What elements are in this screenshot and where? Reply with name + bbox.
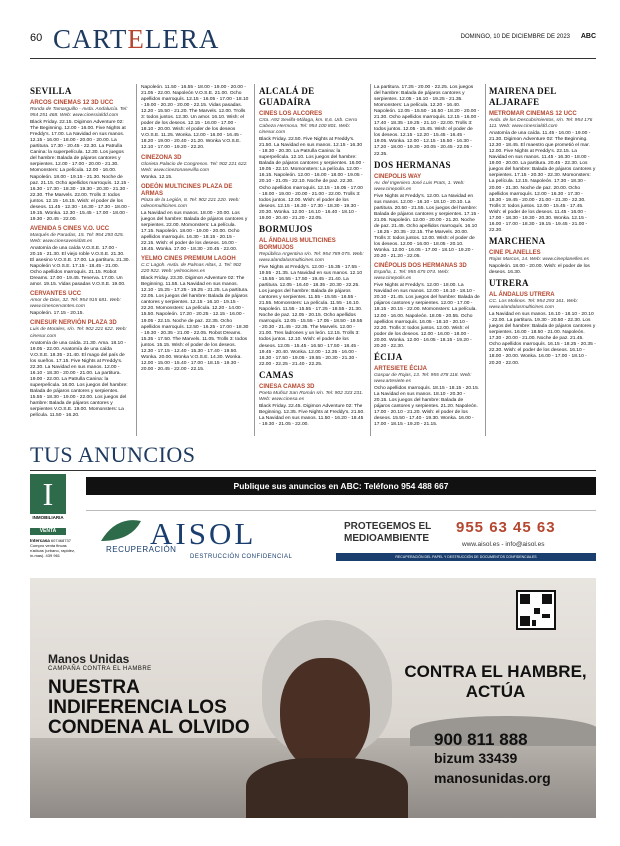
cinema-listing: Black Friday. 22.45. Digimon Adventure 02: The Beginning. 12.35. Five Nights at Freddy's. 21.50. La Navidad en sus manos. 11.50 - 16.20 - 18.45 - 19.30 - 21.05 - 22.00. [259, 403, 365, 427]
cinema-listing: La Navidad en sus manos. 16.10 - 18.10 - 20.10 - 22.00. La partitura. 19.30 - 20.50 - 22.30. Los juegos del hambre: Balada de pájaros cantores y serpientes. 16.00 - 18.50 - 21.00. Napoleón. 17.30 - 20.00 - 21.00. Noche de paz. 21.45. Ocho apellidos marroquís. 16.15 - 18.25 - 20.35 - 22.30. Wish: el poder de los deseos. 16.10 - 18.00 - 20.00. Wonka. 16.00 - 17.00 - 18.10 - 20.20 - 22.00. [489, 312, 596, 366]
cinema-address: Avda. de los Descubrimientos, s/n. Tel: 954 176 111. Web: www.cinesrialdd.com [489, 118, 593, 130]
column-divider [485, 84, 486, 436]
qr-code [516, 590, 556, 630]
cinema-name: YELMO CINES PREMIUM LAGOH [141, 256, 236, 263]
cinema-listing: Anatomía de una caída. 11.45 - 16.00 - 19.00 - 21.30. Digimon Adventure 02: The Beginning. 12.30 - 18.45. El maestro que prometió el mar. 12.00. Five Nights at Freddy's. 22.15. La Navidad en sus manos. 11.45 - 16.30 - 18.00 - 19.00 - 20.00. La partitura. 20.45 - 22.30. Los juegos del hambre: Balada de pájaros cantores y serpientes. 17.15 - 20.30 - 22.30. Momonsters: La película. 12.15. Napoleón. 17.30 - 18.30 - 20.00 - 21.30. Noche de paz. 20.00. Ocho apellidos marroquís. 12.00 - 16.30 - 17.30 - 18.30 - 19.45 - 20.00 - 21.00 - 21.30 - 22.30. Trolls 3: todos juntos. 12.00 - 15.45 - 17.45. Wish: el poder de los deseos. 11.45 - 16.00 - 17.00 - 18.30 - 19.30 - 20.30. Wonka. 12.15 - 16.00 - 17.00 - 18.30 - 19.15 - 19.45 - 21.00 - 22.30. [489, 131, 596, 233]
manos-unidas-web: manosunidas.org [434, 770, 551, 786]
cinema-name: CERVANTES UCC [30, 291, 82, 298]
cinema-listing: Napoleón. 17.15 - 20.15. [30, 311, 84, 317]
classifieds-rule [30, 470, 596, 471]
manos-unidas-logo: Manos Unidas [48, 652, 130, 666]
cinema-listing: Five Nights at Freddy's. 12.00. La Navidad en sus manos. 12.00 - 16.10 - 18.10 - 20.10. La partitura. 20.50 - 21.55. Los juegos del hambre: Balada de pájaros cantores y serpientes. 17.15 - 21.05. Napoleón. 12.00 - 20.00 - 21.20. Noche de paz. 21.45. Ocho apellidos marroquís. 16.10 - 18.25 - 20.35 - 22.15. The Marvels. 20.00. Trolls 3: todos juntos. 12.00. Wish: el poder de los deseos. 12.00 - 16.00 - 18.05 - 20.10. Wonka. 12.00 - 16.05 - 17.00 - 18.10 - 19.20 - 20.20 - 21.20 - 22.05. [374, 193, 480, 260]
cinema-listing: Wonka. 12.15. [141, 174, 173, 180]
cinema-name: ARTESIETE ÉCIJA [374, 365, 428, 372]
cinema-name: CINEPOLIS WAY [374, 173, 422, 180]
cinema-address: Ronda de Tamarguillo - Avda. Andalucía. Tel: 954 251 468. Web: www.cinesrialdd.com [30, 107, 128, 119]
cinema-address: CC. Los Molinos. Tel: 954 293 161. Web: www.alandalusmulticines.com [489, 299, 578, 311]
listings-column-1 [30, 84, 130, 436]
cinema-address: Gaspar de Rojas, 13. Tel: 955 478 118. Web: www.artesiete.es [374, 372, 472, 384]
manos-unidas-advert [30, 578, 596, 818]
cinema-name: AVENIDA 5 CINES V.O. UCC [30, 225, 110, 232]
cinema-address: Glorieta Palacio de Congresos. Tel: 902 221 622. Web: www.cinezonasevilla.com [141, 161, 248, 173]
listings-column-3 [259, 84, 365, 436]
cinema-address: Luis de Morales, s/n. Tel: 902 221 622. Web: cinesur.com [30, 327, 127, 339]
cinema-address: Rojas Marcos, 14. Web: www.cineplanelles.es [489, 256, 589, 262]
cinema-name: CINESA CAMAS 3D [259, 383, 315, 390]
column-divider [136, 84, 137, 436]
aisol-subtitle-1: RECUPERACIÓN [106, 545, 177, 554]
city-heading: CAMAS [259, 369, 294, 380]
city-heading: ALCALÁ DE GUADAÍRA [259, 86, 315, 107]
cinema-address: Plaza de la Legión, 8. Tel: 902 221 220. Web: odeonmulticines.com [141, 197, 240, 209]
section-title-part-b: LERA [144, 24, 220, 54]
cinema-listing: Black Friday. 22.15. Digimon Adventure 02: The Beginning. 12.00 - 16.00. Five Nights at Freddy's. 17.00. La Navidad en sus manos. 12.15 - 16.00 - 18.00 - 20.00 - 20.00. La partitura. 17.30 - 20.45 - 22.30. La Patrulla Canina: la superpelícula. 12.30. Los juegos del hambre: Balada de pájaros cantores y serpientes. 12.00 - 17.00 - 20.00 - 21.30. Momonsters: La película. 12.00 - 16.00. Napoleón. 18.00 - 19.15 - 21.30. Noche de paz. 21.15. Ocho apellidos marroquís. 12.15 - 16.30 - 17.30 - 18.30 - 19.30 - 20.30 - 21.30 - 22.30. The Marvels. 22.00. Trolls 3: todos juntos. 12.15 - 16.15. Wish: el poder de los deseos. 11.45 - 12.30 - 16.30 - 17.30 - 18.00 - 19.15. Wonka. 12.30 - 15.45 - 17.00 - 18.00 - 19.30 - 20.45 - 22.00. [30, 120, 130, 222]
classifieds-title: TUS ANUNCIOS [30, 442, 196, 467]
cinema-address: España, 1. Tel: 955 675 074. Web: www.cinepolis.es [374, 270, 450, 282]
city-heading: MARCHENA [489, 235, 546, 246]
bizum-code: bizum 33439 [434, 750, 518, 766]
column-divider [254, 84, 255, 436]
page-number: 60 [30, 32, 43, 44]
classified-item-title: Intercasa [30, 538, 50, 543]
section-title-accent: E [127, 24, 145, 54]
cinema-listing: Black Friday. 22.50. Five Nights at Freddy's. 21.50. La Navidad en sus manos. 12.15 - 16.30 - 18.30 - 20.30. La Patrulla Canina: la superpelícula. 12.10. Los juegos del hambre: Balada de pájaros cantores y serpientes. 16.00 - 19.05 - 22.10. Momonsters: La película. 12.00 - 16.15. Napoleón. 12.00 - 16.00 - 18.00 - 19.05 - 20.10 - 21.05 - 22.10. Noche de paz. 22.30. Ocho apellidos marroquís. 12.15 - 16.05 - 17.00 - 18.00 - 19.00 - 20.00 - 21.00 - 22.00. Trolls 3: todos juntos. 12.00. Wish: el poder de los deseos. 12.15 - 16.30 - 17.30 - 18.30 - 19.30 - 20.30. Wonka. 12.00 - 16.10 - 16.40 - 18.10 - 19.00 - 20.40 - 21.20 - 22.05. [259, 137, 365, 221]
cinema-listing: Five Nights at Freddy's. 12.00 - 18.00. La Navidad en sus manos. 12.00 - 16.10 - 18.10 - 20.10 - 21.45. Los juegos del hambre: Balada de pájaros cantores y serpientes. 12.00 - 17.00 - 18.15 - 20.15 - 22.00. Momonsters: La película. 12.00 - 16.00. Napoleón. 18.05 - 20.55. Ocho apellidos marroquís. 16.05 - 18.10 - 20.10 - 22.20. Trolls 3: todos juntos. 12.00. Wish: el poder de los deseos. 12.00 - 16.00 - 18.00 - 20.00. Wonka. 12.00 - 16.05 - 18.15 - 19.20 - 20.20 - 22.30. [374, 283, 480, 349]
aisol-subtitle-2: DESTRUCCIÓN CONFIDENCIAL [190, 554, 293, 560]
campaign-label: CAMPAÑA CONTRA EL HAMBRE [48, 666, 152, 672]
aisol-footer: RECUPERACIÓN DEL PAPEL Y DESTRUCCIÓN DE DOCUMENTOS CONFIDENCIALES [336, 553, 596, 561]
listings-column-2 [141, 84, 249, 436]
cinema-listing: Anatomía de una caída V.O.S.E. 17.00 - 20.15 - 21.30. El viejo roble V.O.S.E. 21.30. El asesino V.O.S.E. 17.00. La partitura. 21.30. Napoleón V.O.S.E. 17.15 - 18.45 - 21.00. Ocho apellidos marroquís. 21.15. Robot Dreams. 17.00 - 19.45. Tenerva. 17.00. Un amor. 19.15. Vidas pasadas V.O.S.E. 19.00. [30, 245, 130, 288]
classified-category-badge: I [30, 474, 66, 514]
cinema-address: Marqués de Paradas, 15. Tel: 954 293 025. Web: www.cinesavenida5.es [30, 232, 124, 244]
cinema-name: ODEÓN MULTICINES PLAZA DE ARMAS [141, 183, 233, 197]
city-heading: ÉCIJA [374, 351, 403, 362]
listings-column-4 [374, 84, 480, 436]
classified-category-label: INMOBILIARIA [32, 515, 64, 520]
cinema-listing: Five Nights at Freddy's. 12.00 - 15.35 - 17.55 - 19.55 - 21.35. La Navidad en sus manos. 12.10 - 15.55 - 16.55 - 17.50 - 19.45 - 21.40. La partitura. 12.05 - 16.40 - 18.35 - 20.30 - 22.25. Los juegos del hambre: Balada de pájaros cantores y serpientes. 11.55 - 15.55 - 16.55 - 21.55. Momonsters: La película. 11.55 - 16.10. Napoleón. 11.55 - 15.55 - 17.25 - 18.55 - 21.30. Noche de paz. 12.05 - 20.15. Ocho apellidos marroquís. 12.05 - 15.55 - 17.05 - 18.50 - 19.55 - 20.30 - 21.45 - 22.35. The Marvels. 12.00 - 21.00. Tres ladrones y un león. 12.15. Trolls 3: todos juntos. 12.10. Wish: el poder de los deseos. 12.05 - 15.45 - 16.50 - 17.50 - 18.45 - 19.45 - 20.40. Wonka. 12.00 - 12.35 - 16.00 - 16.30 - 17.50 - 19.05 - 19.55 - 20.30 - 21.30 - 22.00 - 22.25 - 21.40 - 22.25. [259, 264, 363, 367]
city-heading: DOS HERMANAS [374, 159, 451, 170]
cinema-address: Amor de Dios, 32. Tel: 954 915 681. Web: www.cinescervantes.com [30, 298, 121, 310]
city-heading: SEVILLA [30, 86, 72, 96]
publication-name: ABC [580, 33, 596, 40]
cinema-listing: Black Friday. 23.30. Digimon Adventure 02: The Beginning. 11.55. La Navidad en sus manos. 12.10 - 15.25 - 17.25 - 19.25 - 21.25. La partitura. 22.05. Los juegos del hambre: Balada de pájaros cantores y serpientes. 12.15 - 16.10 - 19.15 - 22.20. Momonsters: La película. 12.20 - 14.00 - 15.50. Napoleón. 17.20 - 20.25 - 12.15 - 16.00 - 19.05 - 22.15. Noche de paz. 22.35. Ocho apellidos marroquís. 12.50 - 16.25 - 17.00 - 18.30 - 19.30 - 20.35 - 21.00 - 22.05. Robot Dreams. 15.35 - 17.50. The Marvels. 11.05. Trolls 3: todos juntos. 15.15. Wish: el poder de los deseos. 12.30 - 17.15 - 12.40 - 15.30 - 17.40 - 19.50. Wonka. 20.00. Wonka V.O.S.E. 14.30. Wonka. 12.00 - 15.00 - 15.40 - 17.00 - 18.15 - 19.30 - 20.00 - 20.45 - 22.00 - 22.15. [141, 276, 249, 372]
cinema-listing: Ocho apellidos marroquís. 18.15 - 18.15 - 20.15. La Navidad en sus manos. 18.10 - 20.30 - 20.15. Los juegos del hambre: Balada de pájaros cantores y serpientes. 21.20. Napoleón. 17.00 - 20.10 - 21.20. Wish: el poder de los deseos. 15.50 - 17.40 - 19.30. Wonka. 16.00 - 17.00 - 18.15 - 19.20 - 21.15. [374, 385, 480, 428]
listings-column-5 [489, 84, 596, 436]
aisol-name: AISOL [150, 516, 257, 551]
cinema-name: CINESUR NERVIÓN PLAZA 3D [30, 320, 117, 327]
aisol-slogan: PROTEGEMOS EL MEDIOAMBIENTE [344, 521, 432, 544]
column-divider [370, 84, 371, 436]
classifieds-banner: Publique sus anuncios en ABC: Teléfono 954 488 667 [86, 477, 596, 495]
classified-item-phone: 607468737 [50, 538, 71, 543]
campaign-call-to-action: CONTRA EL HAMBRE, ACTÚA [404, 662, 587, 701]
cinema-listing: Napoleón. 11.50 - 16.55 - 18.00 - 19.00 - 20.00 - 21.05 - 22.00. Napoleón V.O.S.E. 21.00. Ocho apellidos marroquís. 12.15 - 16.05 - 17.00 - 18.10 - 19.00 - 20.20 - 20.00 - 22.15. Vidas pasadas. 12.20 - 15.50 - 21.20. The Marvels. 12.00. Trolls 3: todos juntos. 12.30. Un amor. 16.10. Wish: el poder de los deseos. 12.15 - 16.00 - 17.00 - 18.10 - 20.00. Wish: el poder de los deseos V.O.S.E. 11.25. Wonka. 12.00 - 16.00 - 16.45 - 18.20 - 19.00 - 20.40 - 21.20. Wonka V.O.S.E. 12.10 - 17.00 - 19.20 - 22.20. [141, 85, 249, 151]
section-title [53, 24, 219, 55]
aisol-advert [86, 510, 596, 560]
cinema-address: C.C Lagoh. Avda. de Palmas Altas, 1. Tel: 902 220 922. Web: yelmocines.es [141, 263, 242, 275]
section-title-part-a: CART [53, 24, 128, 54]
cinema-name: CINÉPOLIS DOS HERMANAS 3D [374, 263, 467, 270]
campaign-slogan: NUESTRA INDIFERENCIA LOS CONDENA AL OLVIDO [48, 677, 250, 738]
cinema-listing: Napoleón. 18.00 - 20.00. Wish: el poder de los deseos. 16.30. [489, 263, 590, 275]
aisol-phone: 955 63 45 63 [456, 519, 556, 536]
cinema-address: Av. del Ingeniero José Luis Prats, 1. Web: www.cinepolis.es [374, 180, 465, 192]
cinema-name: CINES LOS ALCORES [259, 111, 323, 117]
cinema-listing: La Navidad en sus manos. 18.00 - 20.00. Los juegos del hambre: Balada de pájaros cantores y serpientes. 22.00. Momonsters: La película. 17.15. Napoleón. 18.00 - 19.00 - 20.00. Ocho apellidos marroquís. 16.30 - 18.15 - 20.15 - 22.15. Wish: el poder de los deseos. 16.00 - 18.45. Wonka. 17.00 - 18.30 - 20.45 - 22.00. [141, 210, 248, 253]
woman-face [280, 658, 370, 773]
cinema-address: Poeta Muñoz San Román s/n. Tel: 902 333 231. Web: www.cinesa.es [259, 390, 364, 402]
cinema-name: CINE PLANELLES [489, 249, 541, 256]
city-heading: BORMUJOS [259, 223, 313, 234]
city-heading: UTRERA [489, 278, 529, 289]
aisol-logo [96, 516, 336, 560]
classified-item-text: Compro venta fincas rústicas (urbano, rapidez, in-mas). 439 961 [30, 543, 76, 558]
woman-body [246, 758, 408, 818]
cinema-address: República Argentina s/n. Tel: 954 789 075. Web: www.alandalusmulticines.com [259, 251, 364, 263]
cinema-name: AL ÁNDALUS UTRERA [489, 292, 555, 299]
aisol-leaf-icon [96, 516, 146, 546]
aisol-web: www.aisol.es - info@aisol.es [462, 541, 545, 548]
cinema-name: AL ÁNDALUS MULTICINES BORMUJOS [259, 237, 336, 251]
header-rule [30, 58, 596, 59]
donation-phone: 900 811 888 [434, 730, 528, 749]
cinema-name: CINEZONA 3D [141, 154, 182, 161]
cinema-listing: La partitura. 17.25 - 20.00 - 22.25. Los juegos del hambre: Balada de pájaros cantores y serpientes. 12.05 - 16.10 - 19.25 - 21.35. Momonsters: La película. 12.20 - 16.40. Napoleón. 12.05 - 15.50 - 16.50 - 18.20 - 20.00 - 21.30. Ocho apellidos marroquís. 12.15 - 16.00 - 17.40 - 18.35 - 19.25 - 21.10 - 22.00. Trolls 3: todos juntos. 12.05 - 15.45. Wish: el poder de los deseos. 12.15 - 12.20 - 15.45 - 16.45 - 19.05. Wonka. 12.00 - 12.15 - 15.50 - 16.30 - 17.20 - 18.00 - 19.30 - 20.05 - 20.45 - 22.05 - 22.35. [374, 85, 480, 157]
cinema-listing: Anatomía de una caída. 21.30. Ama. 18.10 - 19.05 - 22.00. Anatomía de una caída V.O.S.E. 18.35 - 21.40. El mago del país de los sueños. 17.15. Five Nights at Freddy's. 22.30. La Navidad en sus manos. 12.00 - 16.10 - 18.30 - 20.00 - 21.00. La partitura. 19.00 - 22.00. La Patrulla Canina: la superpelícula. 16.00. Los juegos del hambre: Balada de pájaros cantores y serpientes. 15.55 - 18.30 - 19.00 - 22.00. Los juegos del hambre: Balada de pájaros cantores y serpientes V.O.S.E. 19.00. Momonsters: La película. 11.50 - 16.20. [30, 340, 128, 419]
page-header [30, 24, 596, 60]
cinema-name: ARCOS CINEMAS 12 3D UCC [30, 100, 114, 106]
cinema-name: METROMAR CINEMAS 12 UCC [489, 111, 577, 117]
classified-item [30, 538, 80, 558]
classified-subcategory: VENTA [30, 528, 66, 535]
city-heading: MAIRENA DEL ALJARAFE [489, 86, 557, 107]
header-date: DOMINGO, 10 DE DICIEMBRE DE 2023 [460, 34, 570, 40]
cinema-address: Crta. A92 Sevilla-Málaga, km. 8,6. Urb. Cerro Cabeza Hermosa. Tel: 954 100 801. Web: cinesur.com [259, 118, 358, 136]
